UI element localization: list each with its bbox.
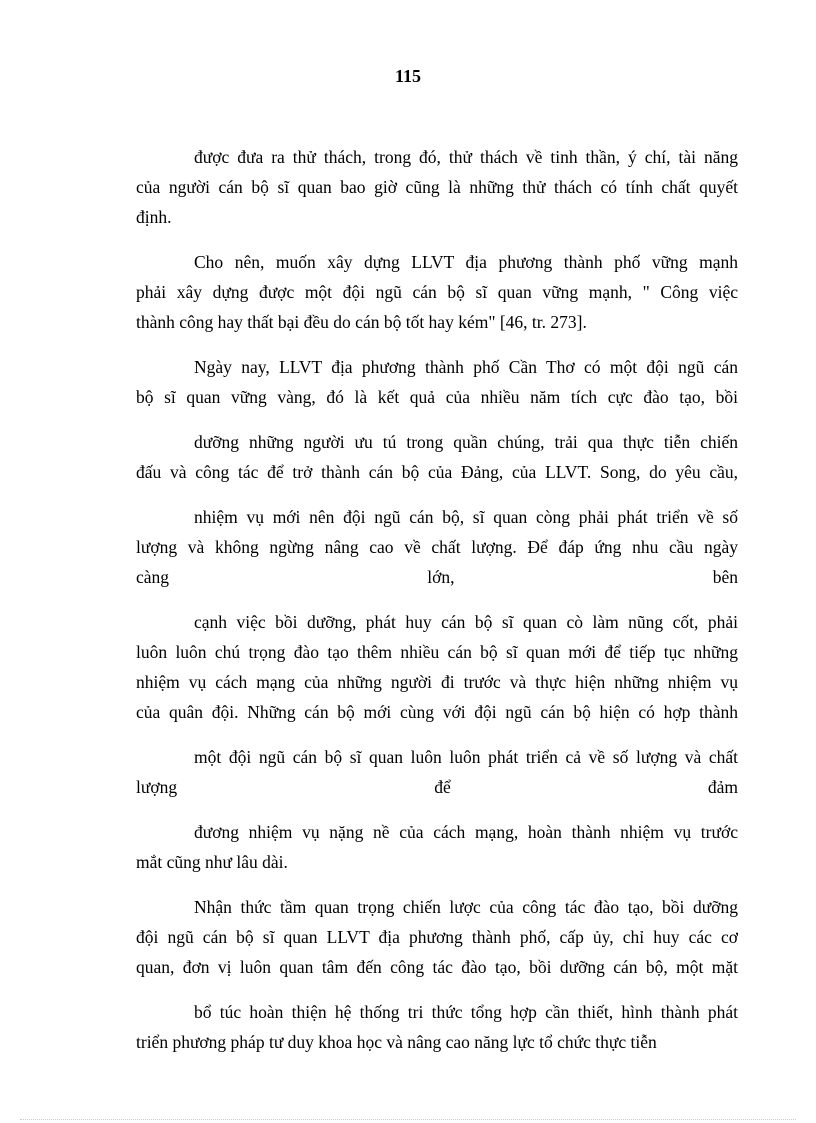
paragraph: [136, 502, 738, 592]
text-line: một đội ngũ cán bộ sĩ quan luôn luôn phát triển cả về số lượng và chất: [194, 747, 738, 767]
text-line: của quân đội. Những cán bộ mới cùng với đội ngũ cán bộ hiện có hợp thành: [136, 702, 738, 722]
paragraph: [136, 352, 738, 412]
text-line: nhiệm vụ cách mạng của những người đi trước và thực hiện những nhiệm vụ: [136, 672, 738, 692]
page-number: 115: [394, 66, 421, 86]
paragraph: [136, 742, 738, 802]
paragraph: [136, 247, 738, 337]
text-line: nhiệm vụ mới nên đội ngũ cán bộ, sĩ quan còng phải phát triển về số: [194, 507, 738, 527]
text-line: lượng và không ngừng nâng cao về chất lượng. Để đáp ứng nhu cầu ngày: [136, 537, 738, 557]
text-line: Ngày nay, LLVT địa phương thành phố Cần Thơ có một đội ngũ cán: [194, 357, 738, 377]
text-line: cạnh việc bồi dưỡng, phát huy cán bộ sĩ quan cò làm nũng cốt, phải: [194, 612, 738, 632]
text-line: định.: [136, 207, 172, 227]
text-line: phải xây dựng được một đội ngũ cán bộ sĩ quan vững mạnh, " Công việc: [136, 282, 738, 302]
text-line: càng lớn, bên: [136, 567, 738, 587]
document-body: [136, 142, 738, 1072]
text-line: lượng để đảm: [136, 777, 738, 797]
text-line: bổ túc hoàn thiện hệ thống tri thức tổng hợp cần thiết, hình thành phát: [194, 1002, 738, 1022]
paragraph: [136, 997, 738, 1057]
text-line: Nhận thức tầm quan trọng chiến lược của công tác đào tạo, bồi dưỡng: [194, 897, 738, 917]
paragraph: [136, 607, 738, 727]
text-line: quan, đơn vị luôn quan tâm đến công tác đào tạo, bồi dưỡng cán bộ, một mặt: [136, 957, 738, 977]
text-line: của người cán bộ sĩ quan bao giờ cũng là những thử thách có tính chất quyết: [136, 177, 738, 197]
text-line: luôn luôn chú trọng đào tạo thêm nhiều cán bộ sĩ quan mới để tiếp tục những: [136, 642, 738, 662]
text-line: được đưa ra thử thách, trong đó, thử thách về tinh thần, ý chí, tài năng: [194, 147, 738, 167]
paragraph: [136, 817, 738, 877]
text-line: đội ngũ cán bộ sĩ quan LLVT địa phương thành phố, cấp ủy, chỉ huy các cơ: [136, 927, 738, 947]
paragraph: [136, 427, 738, 487]
text-line: bộ sĩ quan vững vàng, đó là kết quả của nhiều năm tích cực đào tạo, bồi: [136, 387, 738, 407]
text-line: mắt cũng như lâu dài.: [136, 852, 288, 872]
text-line: đấu và công tác để trở thành cán bộ của Đảng, của LLVT. Song, do yêu cầu,: [136, 462, 738, 482]
paragraph: [136, 142, 738, 232]
text-line: thành công hay thất bại đều do cán bộ tốt hay kém" [46, tr. 273].: [136, 312, 587, 332]
text-line: Cho nên, muốn xây dựng LLVT địa phương thành phố vững mạnh: [194, 252, 738, 272]
text-line: dưỡng những người ưu tú trong quần chúng, trải qua thực tiễn chiến: [194, 432, 738, 452]
paragraph: [136, 892, 738, 982]
text-line: triển phương pháp tư duy khoa học và nâng cao năng lực tổ chức thực tiễn: [136, 1032, 657, 1052]
footer-divider: [20, 1119, 796, 1120]
text-line: đương nhiệm vụ nặng nề của cách mạng, hoàn thành nhiệm vụ trước: [194, 822, 738, 842]
